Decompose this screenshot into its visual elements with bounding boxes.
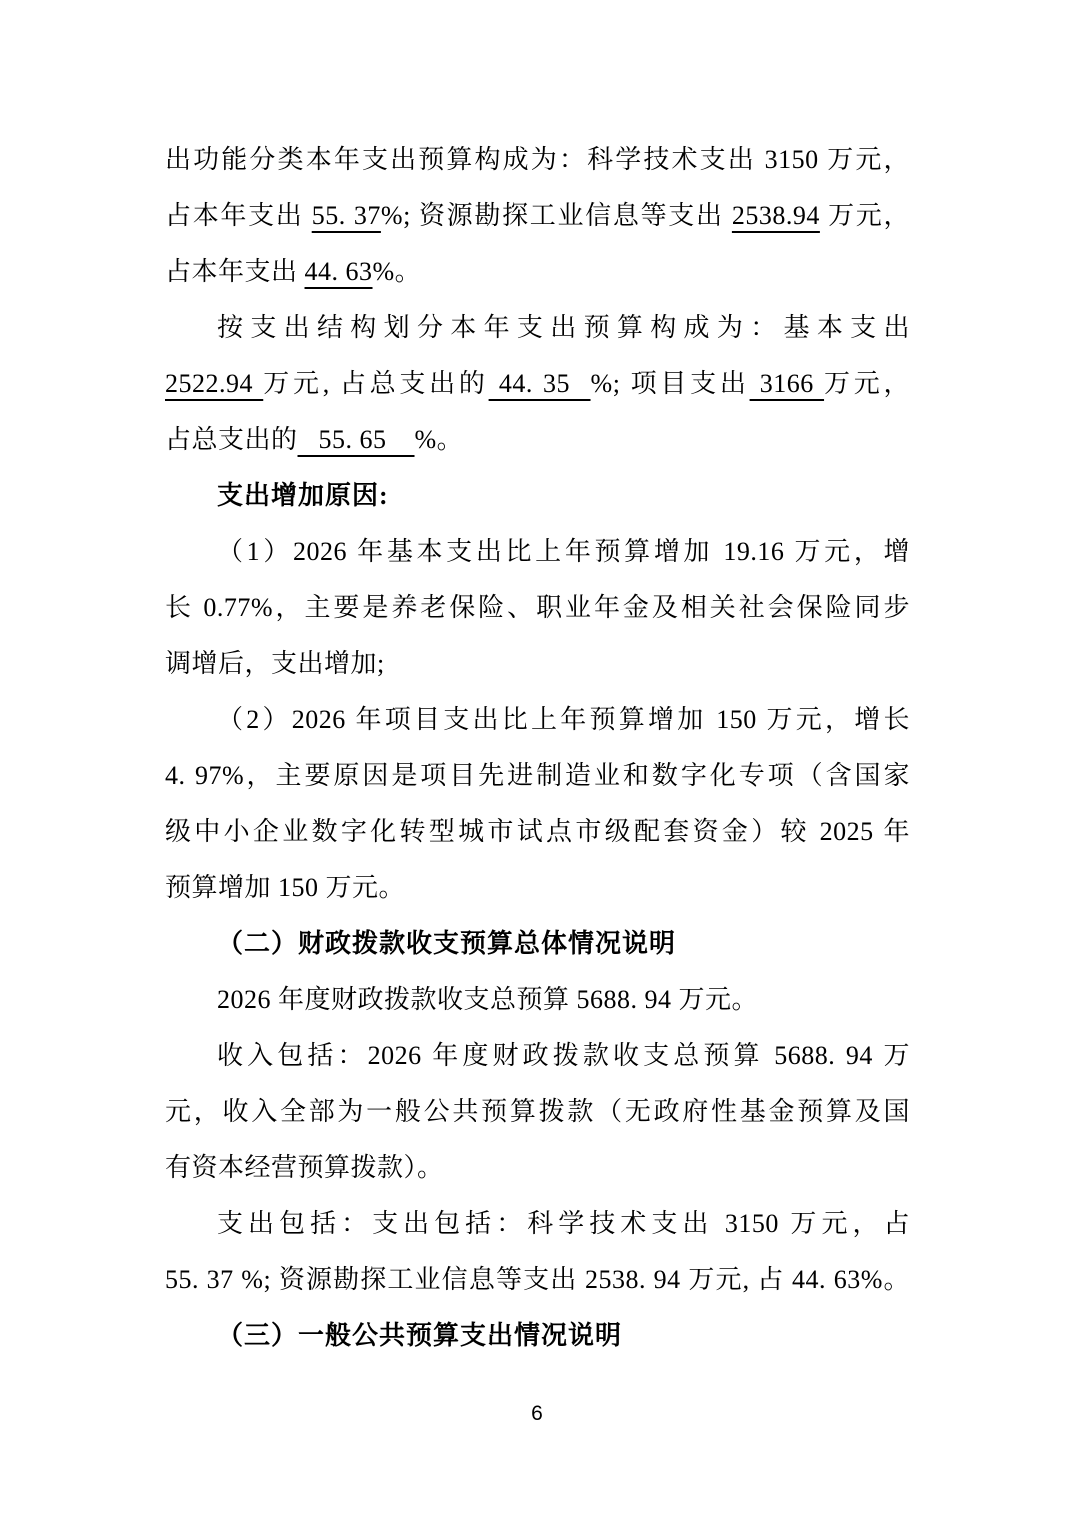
text-segment: 2026 年度财政拨款收支总预算 5688. 94 万元。 bbox=[217, 985, 759, 1014]
text-segment: 收入包括：2026 年度财政拨款收支总预算 5688. 94 万 bbox=[217, 1041, 910, 1070]
text-line bbox=[165, 748, 910, 804]
text-line bbox=[165, 524, 910, 580]
text-segment: 级中小企业数字化转型城市试点市级配套资金）较 2025 年 bbox=[165, 817, 910, 846]
text-segment: 万元， bbox=[824, 369, 911, 398]
text-segment: 占本年支出 bbox=[165, 201, 312, 230]
text-segment: 万元, 占总支出的 bbox=[263, 369, 489, 398]
heading-line bbox=[165, 1308, 910, 1364]
text-segment: （2）2026 年项目支出比上年预算增加 150 万元，增长 bbox=[217, 705, 910, 734]
text-line bbox=[165, 580, 910, 636]
text-segment: %。 bbox=[414, 425, 464, 454]
underlined-value: 55. 65 bbox=[297, 425, 415, 454]
text-line bbox=[165, 860, 910, 916]
text-line bbox=[165, 412, 910, 468]
text-line bbox=[165, 1028, 910, 1084]
text-segment: %; 资源勘探工业信息等支出 bbox=[380, 201, 732, 230]
text-segment: 万元， bbox=[819, 201, 910, 230]
text-segment: 有资本经营预算拨款）。 bbox=[165, 1153, 444, 1182]
text-line bbox=[165, 132, 910, 188]
text-line bbox=[165, 1196, 910, 1252]
text-segment: 出功能分类本年支出预算构成为：科学技术支出 3150 万元， bbox=[165, 145, 910, 174]
text-segment: 长 0.77%，主要是养老保险、职业年金及相关社会保险同步 bbox=[165, 593, 910, 622]
text-line bbox=[165, 804, 910, 860]
text-segment: 元，收入全部为一般公共预算拨款（无政府性基金预算及国 bbox=[165, 1097, 910, 1126]
text-line bbox=[165, 1084, 910, 1140]
text-line bbox=[165, 300, 910, 356]
heading-line bbox=[165, 916, 910, 972]
underlined-value: 2522.94 bbox=[165, 369, 264, 398]
underlined-value: 2538.94 bbox=[731, 201, 820, 230]
text-segment: 调增后，支出增加; bbox=[165, 649, 385, 678]
text-segment: 占总支出的 bbox=[165, 425, 298, 454]
text-segment: 占本年支出 bbox=[165, 257, 305, 286]
underlined-value: 44. 35 bbox=[488, 369, 591, 398]
text-line bbox=[165, 692, 910, 748]
text-line bbox=[165, 188, 910, 244]
page-body bbox=[165, 132, 910, 1364]
text-segment: %。 bbox=[372, 257, 422, 286]
text-segment: 4. 97%，主要原因是项目先进制造业和数字化专项（含国家 bbox=[165, 761, 910, 790]
text-segment: 按支出结构划分本年支出预算构成为：基本支出 bbox=[217, 313, 910, 342]
text-segment: 支出包括：支出包括：科学技术支出 3150 万元，占 bbox=[217, 1209, 910, 1238]
text-line bbox=[165, 244, 910, 300]
text-segment: 55. 37 %; 资源勘探工业信息等支出 2538. 94 万元, 占 44. 63%。 bbox=[165, 1265, 910, 1294]
text-segment: 预算增加 150 万元。 bbox=[165, 873, 406, 902]
underlined-value: 55. 37 bbox=[311, 201, 381, 230]
text-line bbox=[165, 972, 910, 1028]
page-number: 6 bbox=[531, 1402, 543, 1425]
heading-line bbox=[165, 468, 910, 524]
underlined-value: 44. 63 bbox=[304, 257, 373, 286]
text-segment: （三）一般公共预算支出情况说明 bbox=[217, 1321, 623, 1350]
text-segment: %; 项目支出 bbox=[590, 369, 750, 398]
text-line bbox=[165, 1252, 910, 1308]
text-line bbox=[165, 356, 910, 412]
text-line bbox=[165, 1140, 910, 1196]
text-segment: （1）2026 年基本支出比上年预算增加 19.16 万元，增 bbox=[217, 537, 910, 566]
text-line bbox=[165, 636, 910, 692]
text-segment: （二）财政拨款收支预算总体情况说明 bbox=[217, 929, 677, 958]
underlined-value: 3166 bbox=[749, 369, 825, 398]
text-segment: 支出增加原因: bbox=[217, 481, 389, 510]
